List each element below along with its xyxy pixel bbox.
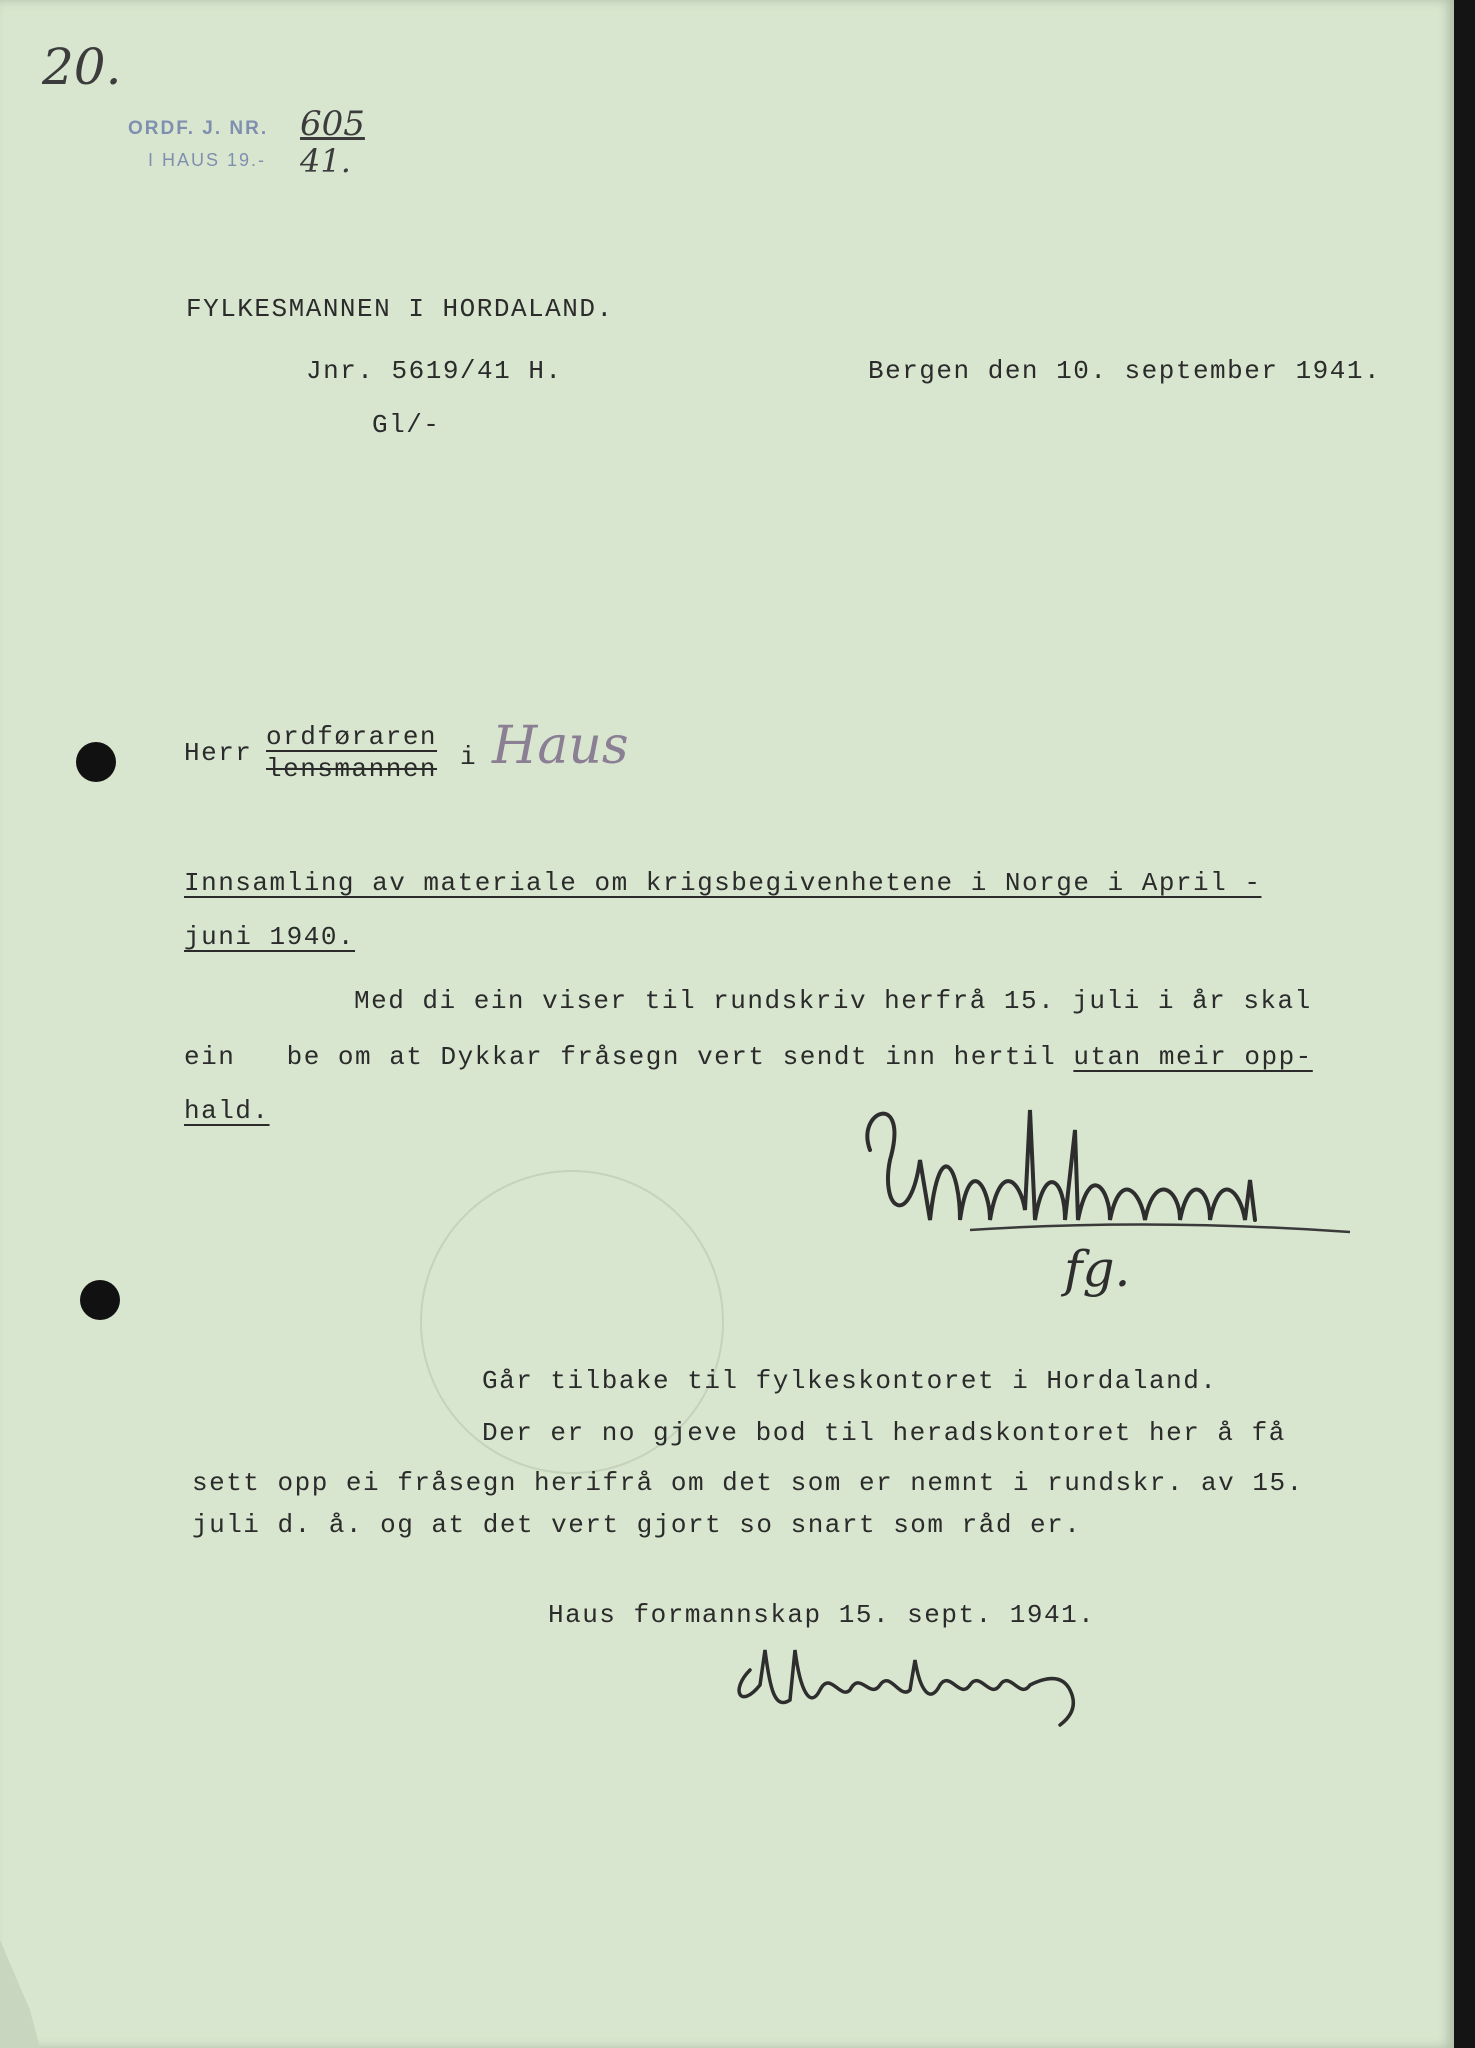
body-line-2-underlined: utan meir opp- bbox=[1073, 1042, 1313, 1072]
addressee-handwritten-place: Haus bbox=[492, 716, 629, 776]
corner-tear bbox=[0, 1940, 60, 2048]
scan-border bbox=[1454, 0, 1475, 2048]
body-line-1: Med di ein viser til rundskriv herfrå 15. juli i år skal bbox=[354, 986, 1312, 1016]
page-number-mark: 20. bbox=[42, 38, 122, 96]
journal-stamp-line2: I HAUS 19.- bbox=[148, 150, 267, 170]
journal-number: 605 bbox=[300, 104, 365, 144]
reference-number: Jnr. 5619/41 H. bbox=[306, 356, 563, 386]
signature-note: fg. bbox=[1064, 1240, 1131, 1298]
reply-line-4: juli d. å. og at det vert gjort so snart som råd er. bbox=[192, 1510, 1082, 1540]
punch-hole-top bbox=[76, 742, 116, 782]
initials: Gl/- bbox=[372, 410, 441, 440]
journal-year: 41. bbox=[300, 142, 351, 180]
addressee-option-kept: ordføraren bbox=[266, 722, 438, 752]
body-line-2-text: ein be om at Dykkar fråsegn vert sendt inn hertil bbox=[184, 1042, 1074, 1072]
body-line-2 bbox=[184, 1042, 1313, 1072]
addressee-connector: i bbox=[460, 742, 478, 772]
subject-line-2: juni 1940. bbox=[184, 922, 356, 952]
reply-closing: Haus formannskap 15. sept. 1941. bbox=[548, 1600, 1096, 1630]
body-line-3: hald. bbox=[184, 1096, 270, 1126]
punch-hole-bottom bbox=[80, 1280, 120, 1320]
journal-stamp-line1: ORDF. J. NR. bbox=[128, 118, 269, 139]
addressee-prefix: Herr bbox=[184, 738, 253, 768]
reply-line-2: Der er no gjeve bod til heradskontoret her å få bbox=[482, 1418, 1286, 1448]
sender-heading: FYLKESMANNEN I HORDALAND. bbox=[186, 294, 614, 324]
signature-2 bbox=[720, 1630, 1100, 1740]
place-date: Bergen den 10. september 1941. bbox=[868, 356, 1382, 386]
subject-line-1: Innsamling av materiale om krigsbegivenhetene i Norge i April - bbox=[184, 868, 1262, 898]
addressee-option-struck: lensmannen bbox=[266, 754, 438, 784]
reply-line-3: sett opp ei fråsegn herifrå om det som er nemnt i rundskr. av 15. bbox=[192, 1468, 1304, 1498]
reply-line-1: Går tilbake til fylkeskontoret i Hordaland. bbox=[482, 1366, 1218, 1396]
